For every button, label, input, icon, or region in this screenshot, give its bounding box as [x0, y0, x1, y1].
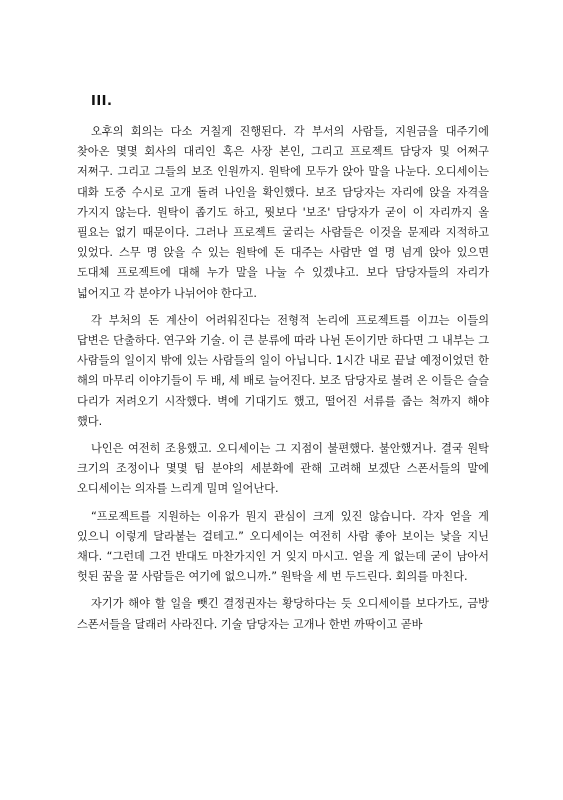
paragraph-4: “프로젝트를 지원하는 이유가 뭔지 관심이 크게 있진 않습니다. 각자 얻을 게 있으니 이렇게 달라붙는 걸테고.” 오디세이는 여전히 사람 좋아 보이는 낯을 지닌 채다. “그런데 그건 반대도 마찬가지인 거 잊지 마시고. 얻을 게 없는데 굳이 남아서 헛된 꿈을 꿀 사람들은 여기에 없으니까.” 원탁을 세 번 두드린다. 회의를 마친다.	[77, 509, 489, 584]
paragraph-5: 자기가 해야 할 일을 뺏긴 결정권자는 황당하다는 듯 오디세이를 보다가도, 금방 스폰서들을 달래러 사라진다. 기술 담당자는 고개나 한번 까딱이고 곧바	[77, 597, 489, 631]
paragraph-3: 나인은 여전히 조용했고. 오디세이는 그 지점이 불편했다. 불안했거나. 결국 원탁 크기의 조정이나 몇몇 팀 분야의 세분화에 관해 고려해 보겠단 스폰서들의 말에 오디세이는 의자를 느리게 밀며 일어난다.	[77, 442, 489, 496]
document-body	[77, 122, 489, 642]
paragraph-2: 각 부처의 돈 계산이 어려워진다는 전형적 논리에 프로젝트를 이끄는 이들의 답변은 단출하다. 연구와 기술. 이 큰 분류에 따라 나뉜 돈이기만 하다면 그 내부는 그 사람들의 일이지 밖에 있는 사람들의 일이 아닙니다. 1시간 내로 끝날 예정이었던 한 해의 마무리 이야기들이 두 배, 세 배로 늘어진다. 보조 담당자로 불려 온 이들은 슬슬 다리가 저려오기 시작했다. 벽에 기대기도 했고, 떨어진 서류를 줍는 척까지 해야 했다.	[77, 313, 489, 428]
paragraph-1: 오후의 회의는 다소 거칠게 진행된다. 각 부서의 사람들, 지원금을 대주기에 찾아온 몇몇 회사의 대리인 혹은 사장 본인, 그리고 프로젝트 담당자 및 어쩌구 저쩌구. 그리고 그들의 보조 인원까지. 원탁에 모두가 앉아 말을 나눈다. 오디세이는 대화 도중 수시로 고개 돌려 나인을 확인했다. 보조 담당자는 자리에 앉을 자격을 가지지 않는다. 원탁이 좁기도 하고, 뭣보다 '보조' 담당자가 굳이 이 자리까지 올 필요는 없기 때문이다. 그러나 프로젝트 굴리는 사람들은 이것을 문제라 지적하고 있었다. 스무 명 앉을 수 있는 원탁에 돈 대주는 사람만 열 명 넘게 앉아 있으면 도대체 프로젝트에 대해 누가 말을 나눌 수 있겠냐고. 보다 담당자들의 자리가 넓어지고 각 분야가 나뉘어야 한다고.	[77, 125, 489, 300]
section-heading: III.	[91, 94, 113, 109]
